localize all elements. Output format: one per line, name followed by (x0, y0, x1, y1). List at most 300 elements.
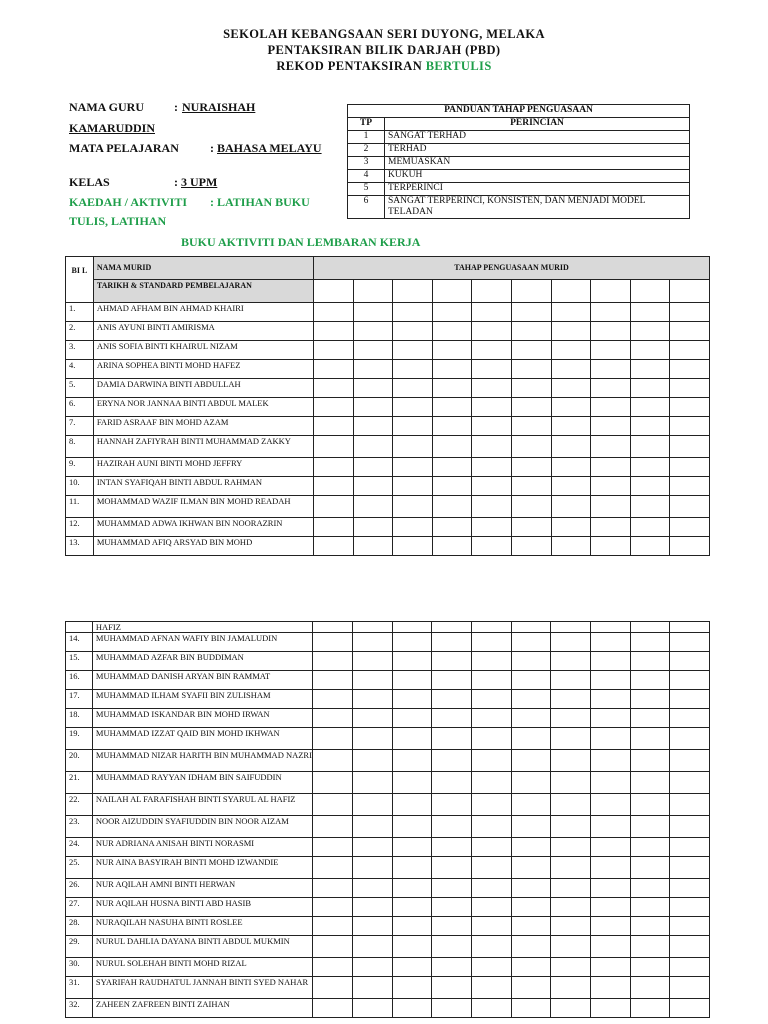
mastery-score-cell[interactable] (432, 652, 472, 671)
mastery-score-cell[interactable] (551, 417, 591, 436)
standard-date-cell[interactable] (353, 280, 393, 303)
mastery-score-cell[interactable] (670, 322, 710, 341)
mastery-score-cell[interactable] (511, 794, 551, 816)
mastery-score-cell[interactable] (551, 794, 591, 816)
mastery-score-cell[interactable] (392, 671, 432, 690)
mastery-score-cell[interactable] (432, 322, 472, 341)
mastery-score-cell[interactable] (511, 652, 551, 671)
mastery-score-cell[interactable] (432, 436, 472, 458)
mastery-score-cell[interactable] (511, 633, 551, 652)
mastery-score-cell[interactable] (590, 728, 630, 750)
mastery-score-cell[interactable] (670, 958, 710, 977)
mastery-score-cell[interactable] (670, 622, 710, 633)
mastery-score-cell[interactable] (472, 633, 512, 652)
mastery-score-cell[interactable] (551, 772, 591, 794)
mastery-score-cell[interactable] (392, 652, 432, 671)
mastery-score-cell[interactable] (670, 360, 710, 379)
mastery-score-cell[interactable] (670, 999, 710, 1018)
mastery-score-cell[interactable] (630, 436, 670, 458)
mastery-score-cell[interactable] (392, 936, 432, 958)
mastery-score-cell[interactable] (353, 518, 393, 537)
mastery-score-cell[interactable] (630, 917, 670, 936)
mastery-score-cell[interactable] (670, 633, 710, 652)
mastery-score-cell[interactable] (432, 728, 472, 750)
mastery-score-cell[interactable] (630, 458, 670, 477)
mastery-score-cell[interactable] (630, 671, 670, 690)
mastery-score-cell[interactable] (353, 958, 393, 977)
mastery-score-cell[interactable] (630, 341, 670, 360)
mastery-score-cell[interactable] (630, 360, 670, 379)
mastery-score-cell[interactable] (511, 622, 551, 633)
mastery-score-cell[interactable] (591, 436, 631, 458)
mastery-score-cell[interactable] (392, 816, 432, 838)
mastery-score-cell[interactable] (511, 750, 551, 772)
mastery-score-cell[interactable] (392, 690, 432, 709)
mastery-score-cell[interactable] (314, 458, 354, 477)
mastery-score-cell[interactable] (314, 477, 354, 496)
mastery-score-cell[interactable] (551, 690, 591, 709)
mastery-score-cell[interactable] (393, 398, 433, 417)
mastery-score-cell[interactable] (472, 772, 512, 794)
mastery-score-cell[interactable] (432, 898, 472, 917)
mastery-score-cell[interactable] (353, 360, 393, 379)
mastery-score-cell[interactable] (313, 857, 353, 879)
mastery-score-cell[interactable] (511, 917, 551, 936)
mastery-score-cell[interactable] (313, 977, 353, 999)
mastery-score-cell[interactable] (393, 477, 433, 496)
mastery-score-cell[interactable] (670, 436, 710, 458)
mastery-score-cell[interactable] (393, 417, 433, 436)
mastery-score-cell[interactable] (630, 816, 670, 838)
mastery-score-cell[interactable] (511, 816, 551, 838)
mastery-score-cell[interactable] (591, 303, 631, 322)
mastery-score-cell[interactable] (670, 458, 710, 477)
mastery-score-cell[interactable] (630, 772, 670, 794)
mastery-score-cell[interactable] (512, 303, 552, 322)
mastery-score-cell[interactable] (353, 728, 393, 750)
mastery-score-cell[interactable] (590, 857, 630, 879)
mastery-score-cell[interactable] (432, 458, 472, 477)
mastery-score-cell[interactable] (353, 379, 393, 398)
mastery-score-cell[interactable] (353, 999, 393, 1018)
mastery-score-cell[interactable] (313, 728, 353, 750)
mastery-score-cell[interactable] (590, 622, 630, 633)
mastery-score-cell[interactable] (313, 936, 353, 958)
mastery-score-cell[interactable] (392, 999, 432, 1018)
mastery-score-cell[interactable] (590, 958, 630, 977)
mastery-score-cell[interactable] (353, 879, 393, 898)
mastery-score-cell[interactable] (432, 537, 472, 556)
mastery-score-cell[interactable] (353, 977, 393, 999)
mastery-score-cell[interactable] (353, 398, 393, 417)
mastery-score-cell[interactable] (432, 690, 472, 709)
mastery-score-cell[interactable] (630, 398, 670, 417)
mastery-score-cell[interactable] (670, 652, 710, 671)
mastery-score-cell[interactable] (353, 341, 393, 360)
mastery-score-cell[interactable] (392, 750, 432, 772)
mastery-score-cell[interactable] (511, 958, 551, 977)
mastery-score-cell[interactable] (392, 977, 432, 999)
mastery-score-cell[interactable] (393, 436, 433, 458)
mastery-score-cell[interactable] (472, 999, 512, 1018)
mastery-score-cell[interactable] (472, 838, 512, 857)
mastery-score-cell[interactable] (313, 633, 353, 652)
mastery-score-cell[interactable] (551, 518, 591, 537)
mastery-score-cell[interactable] (314, 518, 354, 537)
mastery-score-cell[interactable] (630, 496, 670, 518)
mastery-score-cell[interactable] (472, 690, 512, 709)
mastery-score-cell[interactable] (392, 857, 432, 879)
mastery-score-cell[interactable] (551, 999, 591, 1018)
mastery-score-cell[interactable] (512, 436, 552, 458)
mastery-score-cell[interactable] (392, 709, 432, 728)
mastery-score-cell[interactable] (472, 436, 512, 458)
mastery-score-cell[interactable] (393, 379, 433, 398)
mastery-score-cell[interactable] (392, 958, 432, 977)
mastery-score-cell[interactable] (353, 633, 393, 652)
mastery-score-cell[interactable] (472, 857, 512, 879)
mastery-score-cell[interactable] (432, 794, 472, 816)
mastery-score-cell[interactable] (432, 879, 472, 898)
mastery-score-cell[interactable] (432, 417, 472, 436)
mastery-score-cell[interactable] (551, 838, 591, 857)
mastery-score-cell[interactable] (670, 816, 710, 838)
mastery-score-cell[interactable] (472, 709, 512, 728)
mastery-score-cell[interactable] (590, 879, 630, 898)
mastery-score-cell[interactable] (472, 794, 512, 816)
mastery-score-cell[interactable] (551, 360, 591, 379)
mastery-score-cell[interactable] (511, 977, 551, 999)
mastery-score-cell[interactable] (551, 671, 591, 690)
mastery-score-cell[interactable] (630, 709, 670, 728)
mastery-score-cell[interactable] (591, 417, 631, 436)
mastery-score-cell[interactable] (472, 652, 512, 671)
mastery-score-cell[interactable] (551, 977, 591, 999)
mastery-score-cell[interactable] (670, 750, 710, 772)
mastery-score-cell[interactable] (591, 379, 631, 398)
mastery-score-cell[interactable] (591, 477, 631, 496)
mastery-score-cell[interactable] (551, 652, 591, 671)
mastery-score-cell[interactable] (551, 398, 591, 417)
mastery-score-cell[interactable] (313, 622, 353, 633)
mastery-score-cell[interactable] (353, 671, 393, 690)
mastery-score-cell[interactable] (472, 879, 512, 898)
mastery-score-cell[interactable] (590, 794, 630, 816)
mastery-score-cell[interactable] (630, 633, 670, 652)
mastery-score-cell[interactable] (393, 458, 433, 477)
mastery-score-cell[interactable] (630, 622, 670, 633)
mastery-score-cell[interactable] (432, 671, 472, 690)
mastery-score-cell[interactable] (472, 537, 512, 556)
mastery-score-cell[interactable] (314, 322, 354, 341)
mastery-score-cell[interactable] (314, 379, 354, 398)
standard-date-cell[interactable] (432, 280, 472, 303)
mastery-score-cell[interactable] (313, 709, 353, 728)
standard-date-cell[interactable] (591, 280, 631, 303)
mastery-score-cell[interactable] (472, 303, 512, 322)
mastery-score-cell[interactable] (551, 477, 591, 496)
mastery-score-cell[interactable] (670, 518, 710, 537)
mastery-score-cell[interactable] (472, 477, 512, 496)
mastery-score-cell[interactable] (432, 398, 472, 417)
mastery-score-cell[interactable] (313, 898, 353, 917)
mastery-score-cell[interactable] (551, 857, 591, 879)
mastery-score-cell[interactable] (670, 977, 710, 999)
mastery-score-cell[interactable] (353, 537, 393, 556)
mastery-score-cell[interactable] (551, 728, 591, 750)
mastery-score-cell[interactable] (472, 458, 512, 477)
mastery-score-cell[interactable] (511, 671, 551, 690)
mastery-score-cell[interactable] (472, 816, 512, 838)
mastery-score-cell[interactable] (472, 496, 512, 518)
mastery-score-cell[interactable] (392, 898, 432, 917)
mastery-score-cell[interactable] (432, 360, 472, 379)
mastery-score-cell[interactable] (590, 671, 630, 690)
mastery-score-cell[interactable] (630, 750, 670, 772)
mastery-score-cell[interactable] (630, 477, 670, 496)
mastery-score-cell[interactable] (472, 622, 512, 633)
mastery-score-cell[interactable] (353, 936, 393, 958)
mastery-score-cell[interactable] (511, 728, 551, 750)
mastery-score-cell[interactable] (630, 898, 670, 917)
mastery-score-cell[interactable] (591, 341, 631, 360)
mastery-score-cell[interactable] (551, 379, 591, 398)
mastery-score-cell[interactable] (313, 794, 353, 816)
mastery-score-cell[interactable] (393, 303, 433, 322)
mastery-score-cell[interactable] (630, 936, 670, 958)
mastery-score-cell[interactable] (511, 690, 551, 709)
mastery-score-cell[interactable] (551, 816, 591, 838)
mastery-score-cell[interactable] (392, 772, 432, 794)
mastery-score-cell[interactable] (590, 936, 630, 958)
mastery-score-cell[interactable] (432, 518, 472, 537)
mastery-score-cell[interactable] (353, 477, 393, 496)
mastery-score-cell[interactable] (590, 816, 630, 838)
mastery-score-cell[interactable] (591, 360, 631, 379)
mastery-score-cell[interactable] (353, 322, 393, 341)
mastery-score-cell[interactable] (432, 633, 472, 652)
mastery-score-cell[interactable] (670, 537, 710, 556)
mastery-score-cell[interactable] (511, 936, 551, 958)
mastery-score-cell[interactable] (472, 977, 512, 999)
mastery-score-cell[interactable] (551, 622, 591, 633)
mastery-score-cell[interactable] (472, 322, 512, 341)
mastery-score-cell[interactable] (392, 838, 432, 857)
mastery-score-cell[interactable] (512, 360, 552, 379)
mastery-score-cell[interactable] (432, 477, 472, 496)
mastery-score-cell[interactable] (630, 518, 670, 537)
mastery-score-cell[interactable] (432, 341, 472, 360)
standard-date-cell[interactable] (551, 280, 591, 303)
mastery-score-cell[interactable] (432, 379, 472, 398)
mastery-score-cell[interactable] (472, 671, 512, 690)
standard-date-cell[interactable] (512, 280, 552, 303)
mastery-score-cell[interactable] (432, 917, 472, 936)
mastery-score-cell[interactable] (511, 898, 551, 917)
mastery-score-cell[interactable] (551, 879, 591, 898)
mastery-score-cell[interactable] (551, 633, 591, 652)
mastery-score-cell[interactable] (551, 303, 591, 322)
mastery-score-cell[interactable] (512, 322, 552, 341)
mastery-score-cell[interactable] (512, 537, 552, 556)
mastery-score-cell[interactable] (314, 303, 354, 322)
mastery-score-cell[interactable] (551, 936, 591, 958)
mastery-score-cell[interactable] (551, 322, 591, 341)
mastery-score-cell[interactable] (630, 417, 670, 436)
mastery-score-cell[interactable] (353, 458, 393, 477)
mastery-score-cell[interactable] (392, 622, 432, 633)
mastery-score-cell[interactable] (630, 379, 670, 398)
mastery-score-cell[interactable] (590, 917, 630, 936)
mastery-score-cell[interactable] (551, 496, 591, 518)
mastery-score-cell[interactable] (314, 341, 354, 360)
mastery-score-cell[interactable] (313, 838, 353, 857)
mastery-score-cell[interactable] (313, 958, 353, 977)
mastery-score-cell[interactable] (590, 633, 630, 652)
mastery-score-cell[interactable] (670, 417, 710, 436)
standard-date-cell[interactable] (393, 280, 433, 303)
mastery-score-cell[interactable] (512, 341, 552, 360)
mastery-score-cell[interactable] (472, 398, 512, 417)
mastery-score-cell[interactable] (313, 652, 353, 671)
mastery-score-cell[interactable] (630, 838, 670, 857)
mastery-score-cell[interactable] (670, 709, 710, 728)
mastery-score-cell[interactable] (472, 379, 512, 398)
mastery-score-cell[interactable] (591, 458, 631, 477)
mastery-score-cell[interactable] (630, 537, 670, 556)
mastery-score-cell[interactable] (670, 857, 710, 879)
mastery-score-cell[interactable] (670, 379, 710, 398)
mastery-score-cell[interactable] (313, 750, 353, 772)
mastery-score-cell[interactable] (432, 622, 472, 633)
mastery-score-cell[interactable] (630, 794, 670, 816)
mastery-score-cell[interactable] (353, 496, 393, 518)
mastery-score-cell[interactable] (670, 477, 710, 496)
mastery-score-cell[interactable] (591, 496, 631, 518)
mastery-score-cell[interactable] (551, 458, 591, 477)
mastery-score-cell[interactable] (432, 772, 472, 794)
mastery-score-cell[interactable] (393, 518, 433, 537)
mastery-score-cell[interactable] (630, 652, 670, 671)
mastery-score-cell[interactable] (511, 838, 551, 857)
mastery-score-cell[interactable] (472, 341, 512, 360)
mastery-score-cell[interactable] (313, 772, 353, 794)
mastery-score-cell[interactable] (472, 917, 512, 936)
mastery-score-cell[interactable] (353, 772, 393, 794)
mastery-score-cell[interactable] (590, 977, 630, 999)
mastery-score-cell[interactable] (590, 838, 630, 857)
mastery-score-cell[interactable] (314, 360, 354, 379)
mastery-score-cell[interactable] (670, 398, 710, 417)
mastery-score-cell[interactable] (353, 794, 393, 816)
mastery-score-cell[interactable] (313, 917, 353, 936)
mastery-score-cell[interactable] (551, 958, 591, 977)
mastery-score-cell[interactable] (353, 857, 393, 879)
mastery-score-cell[interactable] (313, 999, 353, 1018)
mastery-score-cell[interactable] (313, 816, 353, 838)
mastery-score-cell[interactable] (392, 633, 432, 652)
mastery-score-cell[interactable] (512, 379, 552, 398)
mastery-score-cell[interactable] (630, 690, 670, 709)
mastery-score-cell[interactable] (551, 750, 591, 772)
mastery-score-cell[interactable] (314, 436, 354, 458)
mastery-score-cell[interactable] (472, 360, 512, 379)
mastery-score-cell[interactable] (353, 690, 393, 709)
mastery-score-cell[interactable] (393, 341, 433, 360)
mastery-score-cell[interactable] (353, 816, 393, 838)
mastery-score-cell[interactable] (392, 879, 432, 898)
mastery-score-cell[interactable] (432, 999, 472, 1018)
mastery-score-cell[interactable] (670, 879, 710, 898)
mastery-score-cell[interactable] (432, 709, 472, 728)
mastery-score-cell[interactable] (670, 898, 710, 917)
mastery-score-cell[interactable] (630, 999, 670, 1018)
mastery-score-cell[interactable] (432, 958, 472, 977)
mastery-score-cell[interactable] (393, 496, 433, 518)
mastery-score-cell[interactable] (432, 816, 472, 838)
mastery-score-cell[interactable] (432, 303, 472, 322)
standard-date-cell[interactable] (630, 280, 670, 303)
mastery-score-cell[interactable] (353, 709, 393, 728)
mastery-score-cell[interactable] (512, 417, 552, 436)
mastery-score-cell[interactable] (314, 398, 354, 417)
mastery-score-cell[interactable] (353, 917, 393, 936)
mastery-score-cell[interactable] (313, 671, 353, 690)
mastery-score-cell[interactable] (591, 398, 631, 417)
standard-date-cell[interactable] (314, 280, 354, 303)
mastery-score-cell[interactable] (511, 999, 551, 1018)
mastery-score-cell[interactable] (630, 728, 670, 750)
mastery-score-cell[interactable] (353, 303, 393, 322)
mastery-score-cell[interactable] (590, 898, 630, 917)
mastery-score-cell[interactable] (670, 728, 710, 750)
mastery-score-cell[interactable] (630, 879, 670, 898)
mastery-score-cell[interactable] (353, 652, 393, 671)
mastery-score-cell[interactable] (472, 417, 512, 436)
mastery-score-cell[interactable] (511, 879, 551, 898)
mastery-score-cell[interactable] (353, 898, 393, 917)
mastery-score-cell[interactable] (551, 436, 591, 458)
mastery-score-cell[interactable] (590, 750, 630, 772)
mastery-score-cell[interactable] (551, 917, 591, 936)
mastery-score-cell[interactable] (590, 772, 630, 794)
mastery-score-cell[interactable] (551, 341, 591, 360)
mastery-score-cell[interactable] (393, 360, 433, 379)
mastery-score-cell[interactable] (591, 322, 631, 341)
mastery-score-cell[interactable] (432, 977, 472, 999)
mastery-score-cell[interactable] (472, 750, 512, 772)
mastery-score-cell[interactable] (472, 518, 512, 537)
mastery-score-cell[interactable] (353, 838, 393, 857)
mastery-score-cell[interactable] (670, 936, 710, 958)
mastery-score-cell[interactable] (511, 709, 551, 728)
mastery-score-cell[interactable] (393, 322, 433, 341)
mastery-score-cell[interactable] (551, 709, 591, 728)
mastery-score-cell[interactable] (512, 518, 552, 537)
mastery-score-cell[interactable] (630, 322, 670, 341)
mastery-score-cell[interactable] (670, 917, 710, 936)
mastery-score-cell[interactable] (432, 936, 472, 958)
mastery-score-cell[interactable] (670, 341, 710, 360)
mastery-score-cell[interactable] (512, 477, 552, 496)
mastery-score-cell[interactable] (432, 838, 472, 857)
mastery-score-cell[interactable] (432, 496, 472, 518)
mastery-score-cell[interactable] (590, 652, 630, 671)
mastery-score-cell[interactable] (512, 458, 552, 477)
mastery-score-cell[interactable] (472, 958, 512, 977)
mastery-score-cell[interactable] (511, 772, 551, 794)
mastery-score-cell[interactable] (670, 671, 710, 690)
